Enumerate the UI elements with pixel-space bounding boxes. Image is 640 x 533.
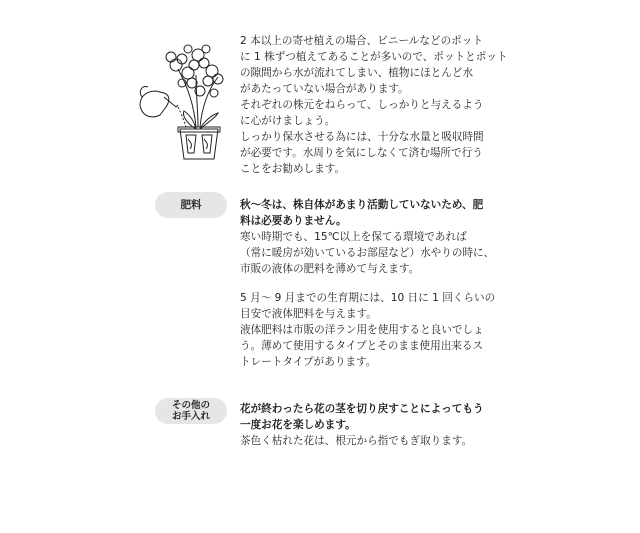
fertilizer-label: 肥料 [155, 192, 227, 218]
paragraph-line: （常に暖房が効いているお部屋など）水やりの時に、 [240, 247, 495, 259]
paragraph-line: 一度お花を楽しめます。 [240, 419, 356, 431]
paragraph-line: 液体肥料は市販の洋ラン用を使用すると良いでしょ [240, 324, 484, 336]
paragraph-line: があたっていない場合があります。 [240, 83, 409, 95]
paragraph-line: それぞれの株元をねらって、しっかりと与えるよう [240, 99, 484, 111]
fertilizer-paragraph-2 [240, 290, 495, 370]
watering-paragraph [240, 33, 508, 177]
paragraph-line: う。薄めて使用するタイプとそのまま使用出来るス [240, 340, 484, 352]
paragraph-line: 2 本以上の寄せ植えの場合、ビニールなどのポット [240, 35, 483, 47]
other-care-label: その他の お手入れ [155, 398, 227, 424]
other-care-paragraph [240, 401, 484, 449]
paragraph-line: に心がけましょう。 [240, 115, 336, 127]
paragraph-line: 5 月～ 9 月までの生育期には、10 日に 1 回くらいの [240, 292, 496, 304]
paragraph-line: の隙間から水が流れてしまい、植物にほとんど水 [240, 67, 474, 79]
paragraph-line: トレートタイプがあります。 [240, 356, 377, 368]
paragraph-line: 花が終わったら花の茎を切り戻すことによってもう [240, 403, 484, 415]
paragraph-line: 秋～冬は、株自体があまり活動していないため、肥 [240, 199, 484, 211]
paragraph-line: ことをお勧めします。 [240, 163, 346, 175]
paragraph-line: に 1 株ずつ植えてあることが多いので、ポットとポット [240, 51, 508, 63]
watering-orchid-pot-icon [138, 35, 234, 163]
fertilizer-paragraph [240, 197, 494, 277]
paragraph-line: 茶色く枯れた花は、根元から指でもぎ取ります。 [240, 435, 473, 447]
paragraph-line: が必要です。水周りを気にしなくて済む場所で行う [240, 147, 483, 159]
paragraph-line: しっかり保水させる為には、十分な水量と吸収時間 [240, 131, 484, 143]
paragraph-line: 市販の液体の肥料を薄めて与えます。 [240, 263, 420, 275]
paragraph-line: 寒い時期でも、15℃以上を保てる環境であれば [240, 231, 467, 243]
paragraph-line: 目安で液体肥料を与えます。 [240, 308, 377, 320]
paragraph-line: 料は必要ありません。 [240, 215, 347, 227]
